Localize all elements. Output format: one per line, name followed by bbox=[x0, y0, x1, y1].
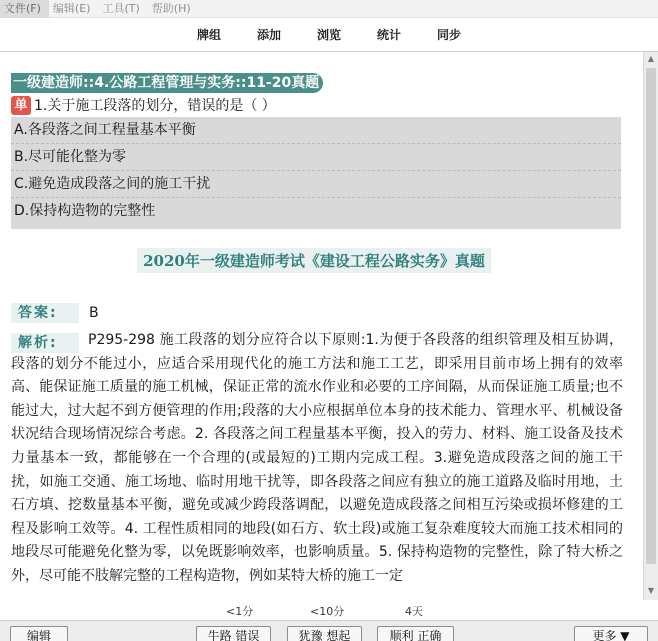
interval-bar bbox=[0, 600, 658, 620]
answer-label: 答案: bbox=[11, 303, 79, 323]
answer-value: B bbox=[89, 305, 99, 321]
interval-hesitate: <10分 bbox=[310, 605, 345, 618]
review-buttons-bar bbox=[0, 620, 658, 641]
toolbar bbox=[0, 18, 658, 52]
explanation-text bbox=[11, 329, 623, 589]
menu-tools[interactable]: 工具(T) bbox=[102, 1, 140, 15]
interval-correct: 4天 bbox=[405, 605, 423, 618]
source-title: 2020年一级建造师考试《建设工程公路实务》真题 bbox=[137, 248, 491, 273]
option-c[interactable]: C.避免造成段落之间的施工干扰 bbox=[11, 171, 621, 198]
menu-bar bbox=[0, 0, 658, 18]
edit-button[interactable]: 编辑 bbox=[10, 626, 68, 641]
scroll-down-icon[interactable]: ▼ bbox=[647, 586, 655, 595]
explanation-body: P295-298 施工段落的划分应符合以下原则:1.为便于各段落的组织管理及相互协调，段落的划分不能过小，应适合采用现代化的施工方法和施工工艺，即采用目前市场上拥有的效率高、能保证施工质量的施工机械，保证正常的流水作业和必要的工序间隔，从而保证施工质量;也不能过大，过大起不到方便管理的作用;段落的大小应根据单位本身的技术能力、管理水平、机械设备状况结合现场情况综合考虑。2. 各段落之间工程量基本平衡，投入的劳力、材料、施工设备及技术力量基本一致，都能够在一个合理的(或最短的)工期内完成工程。3.避免造成段落之间的施工干扰，如施工交通、施工场地、临时用地干扰等，即各段落之间应有独立的施工道路及临时用地，土石方填、挖数量基本平衡，避免或减少跨段落调配，以避免造成段落之间相互污染或损坏修建的工程及影响工效等。4. 工程性质相同的地段(如石方、软土段)或施工复杂难度较大而施工技术相同的地段尽可能避免化整为零，以免既影响效率，也影响质量。5. 保持构造物的完整性，除了特大桥之外，尽可能不肢解完整的工程构造物，例如某特大桥的施工一定 bbox=[11, 332, 623, 584]
deck-breadcrumb: 一级建造师::4.公路工程管理与实务::11-20真题 bbox=[11, 73, 323, 93]
scroll-up-icon[interactable]: ▲ bbox=[647, 54, 655, 63]
hesitate-button[interactable]: 犹豫 想起 bbox=[287, 626, 362, 641]
menu-file[interactable]: 文件(F) bbox=[0, 0, 49, 18]
card-content bbox=[0, 52, 643, 600]
menu-edit[interactable]: 编辑(E) bbox=[52, 1, 91, 15]
toolbar-sync[interactable]: 同步 bbox=[437, 28, 462, 42]
vertical-scrollbar[interactable] bbox=[643, 52, 658, 600]
options-list bbox=[11, 117, 621, 229]
toolbar-decks[interactable]: 牌组 bbox=[196, 28, 221, 42]
question-text: 1.关于施工段落的划分，错误的是（ ） bbox=[34, 98, 276, 114]
source-banner bbox=[0, 248, 628, 273]
toolbar-add[interactable]: 添加 bbox=[256, 28, 281, 42]
option-a[interactable]: A.各段落之间工程量基本平衡 bbox=[11, 117, 621, 144]
scroll-thumb[interactable] bbox=[646, 68, 656, 564]
interval-wrong: <1分 bbox=[226, 605, 254, 618]
wrong-button[interactable]: 牛路 错误 bbox=[196, 626, 271, 641]
option-d[interactable]: D.保持构造物的完整性 bbox=[14, 203, 156, 219]
toolbar-browse[interactable]: 浏览 bbox=[316, 28, 341, 42]
explanation-label: 解析: bbox=[11, 333, 79, 353]
question-type-badge: 单 bbox=[11, 96, 31, 115]
question-line bbox=[11, 95, 276, 115]
option-b[interactable]: B.尽可能化整为零 bbox=[11, 144, 621, 171]
menu-help[interactable]: 帮助(H) bbox=[151, 1, 191, 15]
toolbar-stats[interactable]: 统计 bbox=[377, 28, 402, 42]
correct-button[interactable]: 顺利 正确 bbox=[377, 626, 454, 641]
more-button[interactable]: 更多 ▼ bbox=[574, 626, 648, 641]
